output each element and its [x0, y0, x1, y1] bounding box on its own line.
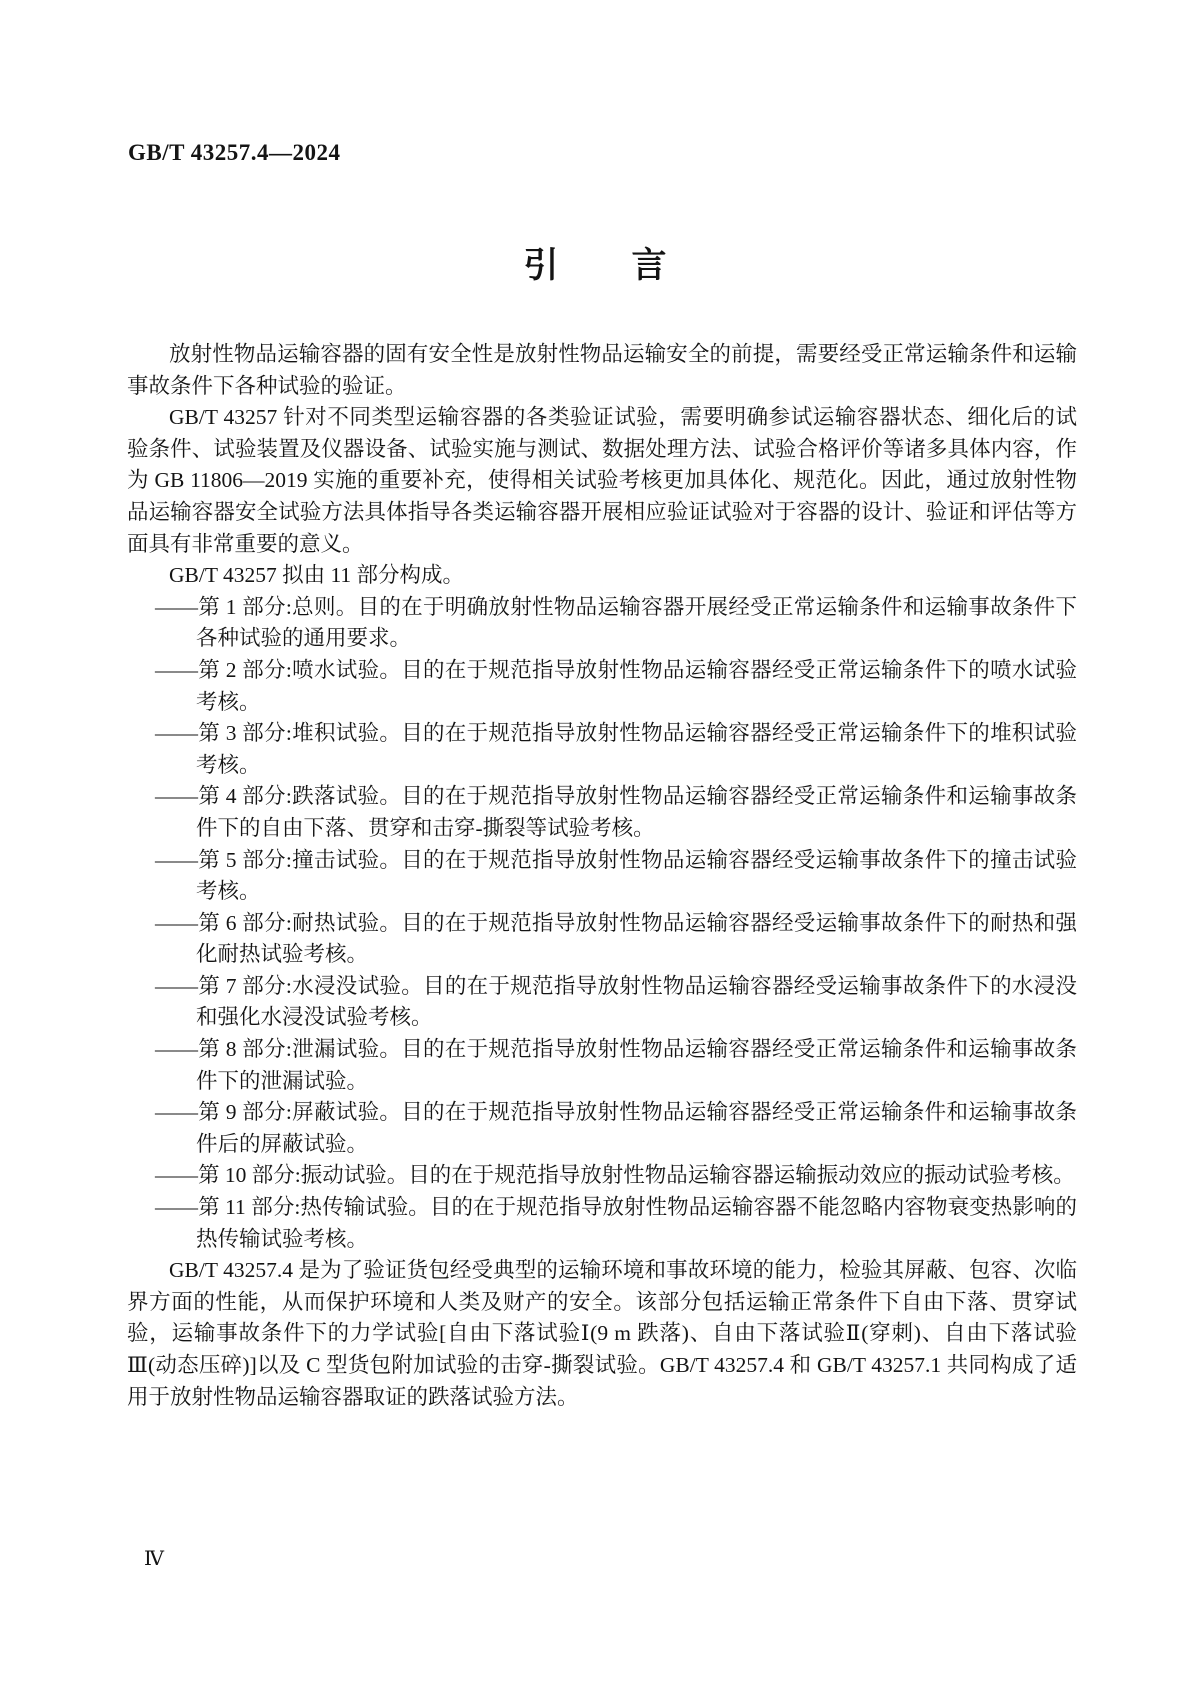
- part-item: ——第 1 部分:总则。目的在于明确放射性物品运输容器开展经受正常运输条件和运输事故条件下各种试验的通用要求。: [155, 594, 1077, 651]
- document-body: [127, 339, 1077, 1413]
- part-item: ——第 8 部分:泄漏试验。目的在于规范指导放射性物品运输容器经受正常运输条件和运输事故条件下的泄漏试验。: [155, 1037, 1077, 1093]
- part-item: ——第 7 部分:水浸没试验。目的在于规范指导放射性物品运输容器经受运输事故条件下的水浸没和强化水浸没试验考核。: [155, 973, 1077, 1030]
- page-title: 引 言: [523, 246, 668, 285]
- parts-list: [127, 592, 1077, 1255]
- part-item: ——第 10 部分:振动试验。目的在于规范指导放射性物品运输容器运输振动效应的振动试验考核。: [155, 1163, 1075, 1188]
- part-item: ——第 5 部分:撞击试验。目的在于规范指导放射性物品运输容器经受运输事故条件下的撞击试验考核。: [155, 847, 1077, 904]
- standard-number: GB/T 43257.4—2024: [128, 140, 341, 165]
- part-item: ——第 2 部分:喷水试验。目的在于规范指导放射性物品运输容器经受正常运输条件下的喷水试验考核。: [155, 657, 1077, 714]
- page-number: Ⅳ: [144, 1548, 164, 1570]
- part-item: ——第 11 部分:热传输试验。目的在于规范指导放射性物品运输容器不能忽略内容物衰变热影响的热传输试验考核。: [155, 1195, 1077, 1251]
- part-item: ——第 6 部分:耐热试验。目的在于规范指导放射性物品运输容器经受运输事故条件下的耐热和强化耐热试验考核。: [155, 910, 1077, 967]
- part-item: ——第 3 部分:堆积试验。目的在于规范指导放射性物品运输容器经受正常运输条件下的堆积试验考核。: [155, 721, 1077, 777]
- intro-paragraph-1: 放射性物品运输容器的固有安全性是放射性物品运输安全的前提，需要经受正常运输条件和运输事故条件下各种试验的验证。: [127, 342, 1077, 398]
- part-item: ——第 4 部分:跌落试验。目的在于规范指导放射性物品运输容器经受正常运输条件和运输事故条件下的自由下落、贯穿和击穿-撕裂等试验考核。: [155, 784, 1077, 840]
- intro-paragraph-2: GB/T 43257 针对不同类型运输容器的各类验证试验，需要明确参试运输容器状态、细化后的试验条件、试验装置及仪器设备、试验实施与测试、数据处理方法、试验合格评价等诸多具体内容，作为 GB 11806—2019 实施的重要补充，使得相关试验考核更加具体化、规范化。因此，通过放射性物品运输容器安全试验方法具体指导各类运输容器开展相应验证试验对于容器的设计、验证和评估等方面具有非常重要的意义。: [127, 405, 1077, 556]
- part-item: ——第 9 部分:屏蔽试验。目的在于规范指导放射性物品运输容器经受正常运输条件和运输事故条件后的屏蔽试验。: [155, 1100, 1077, 1156]
- intro-paragraph-3: GB/T 43257 拟由 11 部分构成。: [169, 563, 465, 588]
- closing-paragraph: GB/T 43257.4 是为了验证货包经受典型的运输环境和事故环境的能力，检验其屏蔽、包容、次临界方面的性能，从而保护环境和人类及财产的安全。该部分包括运输正常条件下自由下落、贯穿试验，运输事故条件下的力学试验[自由下落试验Ⅰ(9 m 跌落)、自由下落试验Ⅱ(穿刺)、自由下落试验Ⅲ(动态压碎)]以及 C 型货包附加试验的击穿-撕裂试验。GB/T 43257.4 和 GB/T 43257.1 共同构成了适用于放射性物品运输容器取证的跌落试验方法。: [127, 1258, 1077, 1409]
